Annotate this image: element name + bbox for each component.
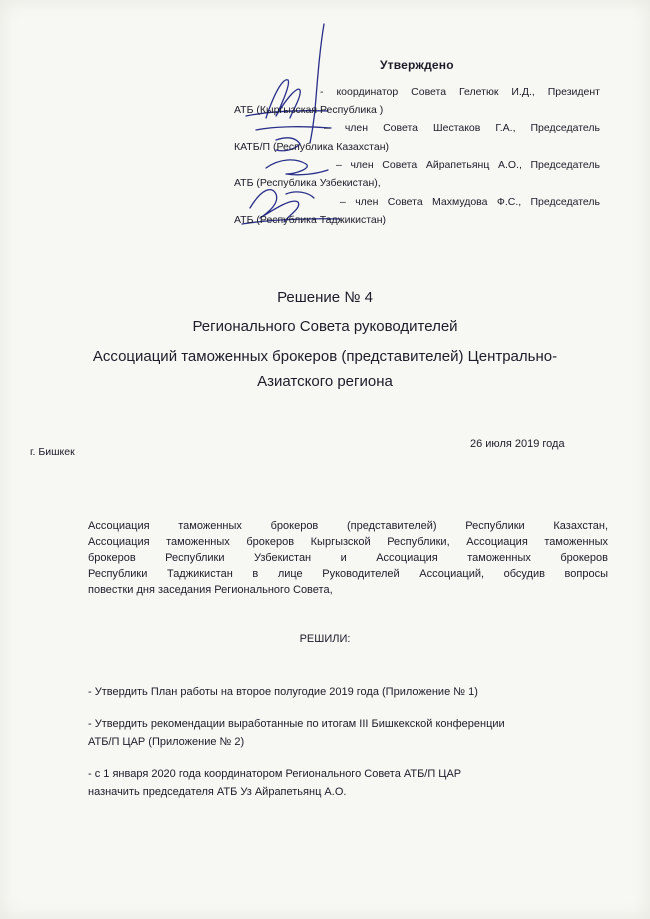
resolution-item-3-line-2: назначить председателя АТБ Уз Айрапетьянц А.О.: [88, 786, 347, 798]
signatory-4-line-1: – член Совета Махмудова Ф.С., Председатель: [340, 196, 600, 208]
resolved-heading: РЕШИЛИ:: [299, 633, 351, 645]
preamble-line: Ассоциация таможенных брокеров (представителей) Республики Казахстан,: [88, 520, 608, 532]
resolution-item-1: - Утвердить План работы на второе полугодие 2019 года (Приложение № 1): [88, 686, 478, 698]
resolution-item-3-line-1: - с 1 января 2020 года координатором Регионального Совета АТБ/П ЦАР: [88, 768, 462, 780]
signatory-2-line-2: КАТБ/П (Республика Казахстан): [234, 141, 389, 153]
place: г. Бишкек: [30, 446, 75, 458]
decision-number: Решение № 4: [277, 289, 373, 306]
resolution-item-2-line-1: - Утвердить рекомендации выработанные по итогам III Бишкекской конференции: [88, 718, 505, 730]
decision-title-line-2: Ассоциаций таможенных брокеров (представителей) Центрально-: [92, 348, 558, 365]
preamble-line: Республики Таджикистан в лице Руководителей Ассоциаций, обсудив вопросы: [88, 568, 608, 580]
signatory-3-line-2: АТБ (Республика Узбекистан),: [234, 177, 381, 189]
signatory-1-line-2: АТБ (Кыргызская Республика ): [234, 104, 384, 116]
preamble-line: брокеров Республики Узбекистан и Ассоциация таможенных брокеров: [88, 552, 608, 564]
signatory-2-line-1: – член Совета Шестаков Г.А., Председатель: [324, 122, 600, 134]
preamble-line: Ассоциация таможенных брокеров Кыргызской Республики, Ассоциация таможенных: [88, 536, 608, 548]
signatory-4-line-2: АТБ (Республика Таджикистан): [234, 214, 387, 226]
signatory-3-line-1: – член Совета Айрапетьянц А.О., Председатель: [336, 159, 600, 171]
preamble-line: повестки дня заседания Регионального Совета,: [88, 584, 333, 596]
signatory-1-line-1: - координатор Совета Гелетюк И.Д., Президент: [320, 86, 600, 98]
decision-title-line-3: Азиатского региона: [257, 373, 393, 390]
resolution-item-2-line-2: АТБ/П ЦАР (Приложение № 2): [88, 736, 245, 748]
date: 26 июля 2019 года: [470, 438, 565, 450]
preamble: [88, 518, 608, 598]
decision-title-line-1: Регионального Совета руководителей: [192, 318, 458, 335]
approved-heading: Утверждено: [380, 58, 454, 72]
